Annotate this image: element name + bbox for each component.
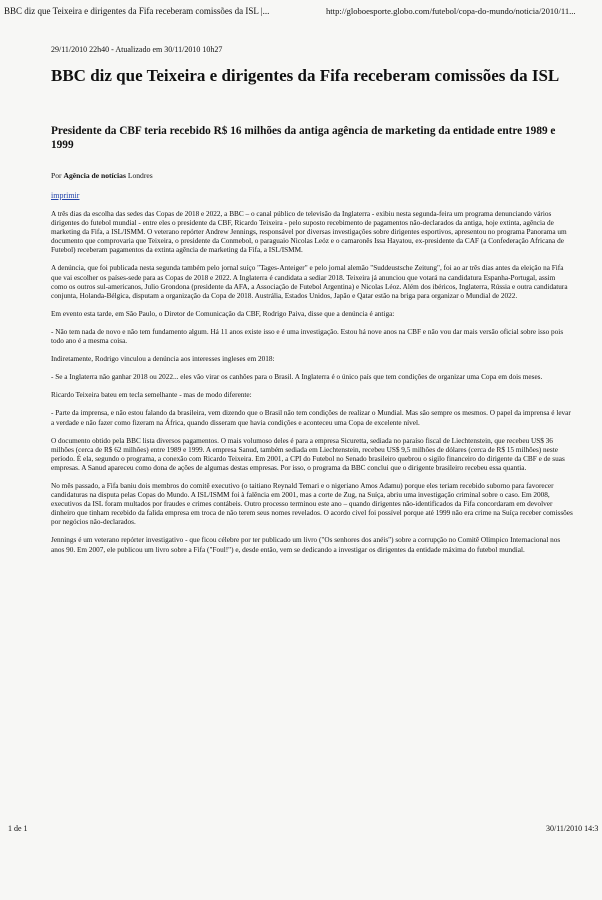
- paragraph: Indiretamente, Rodrigo vinculou a denúncia aos interesses ingleses em 2018:: [51, 355, 275, 364]
- print-link[interactable]: imprimir: [51, 191, 80, 200]
- byline: [51, 171, 153, 180]
- page-count: 1 de 1: [8, 824, 28, 833]
- paragraph: O documento obtido pela BBC lista diversos pagamentos. O mais volumoso deles é para a empresa Sicuretta, sediada no paraíso fiscal de Liechtenstein, que recebeu US$ 36 milhões (cerca de R$ 62 milhões) entre 1989 e 1999. A empresa Sanud, também sediada em Liechtenstein, recebeu US$ 9,5 milhões de dólares (cerca de R$ 15 milhões) neste período. É ela, segundo o programa, a conexão com Ricardo Teixeira. Em 2001, a CPI do Futebol no Senado brasileiro quebrou o sigilo financeiro do dirigente da CBF e de suas empresas. A Sanud apareceu como dona de ações de algumas destas empresas. Por isso, o programa da BBC conclui que o dirigente brasileiro recebeu essa quantia.: [51, 436, 565, 472]
- paragraph: No mês passado, a Fifa baniu dois membros do comitê executivo (o taitiano Reynald Temari e o nigeriano Amos Adamu) porque eles teriam recebido suborno para favorecer candidaturas na disputa pelas Copas do Mundo. A ISL/ISMM foi à falência em 2001, mas a corte de Zug, na Suíça, abriu uma investigação criminal sobre o caso. Em 2008, executivos da ISL foram multados por fraudes e crimes contábeis. Outro processo terminou este ano – quando dirigentes não-identificados da Fifa concordaram em devolver dinheiro que tinham recebido da falida empresa em troca de não terem seus nomes revelados. O acordo civel foi possível porque até 1999 não era crime na Suíça receber comissões por negócios não-declarados.: [51, 481, 573, 527]
- paragraph: Jennings é um veterano repórter investigativo - que ficou célebre por ter publicado um livro ("Os senhores dos anéis") sobre a corrupção no Comitê Olímpico Internacional nos anos 90. Em 2007, ele publicou um livro sobre a Fifa ("Foul!") e, desde então, vem se dedicando a investigar os dirigentes da entidade máxima do futebol mundial.: [51, 536, 561, 554]
- article-title: BBC diz que Teixeira e dirigentes da Fifa receberam comissões da ISL: [51, 66, 560, 85]
- print-header-url: http://globoesporte.globo.com/futebol/copa-do-mundo/noticia/2010/11...: [326, 6, 576, 16]
- print-datetime: 30/11/2010 14:3: [546, 824, 599, 833]
- paragraph: Ricardo Teixeira bateu em tecla semelhante - mas de modo diferente:: [51, 391, 252, 400]
- paragraph: Em evento esta tarde, em São Paulo, o Diretor de Comunicação da CBF, Rodrigo Paiva, disse que a denúncia é antiga:: [51, 309, 395, 318]
- article-subtitle: Presidente da CBF teria recebido R$ 16 milhões da antiga agência de marketing da entidade entre 1989 e 1999: [51, 125, 556, 151]
- byline-location: Londres: [127, 171, 153, 180]
- print-header: [4, 6, 600, 20]
- paragraph: - Parte da imprensa, e não estou falando da brasileira, vem dizendo que o Brasil não tem condições de realizar o Mundial. Mas são sempre os mesmos. O papel da imprensa é levar a verdade e não fazer como fizeram na África, quando disseram que havia condições e aconteceu uma Copa de excelente nível.: [51, 409, 571, 427]
- paragraph: A três dias da escolha das sedes das Copas de 2018 e 2022, a BBC – o canal público de televisão da Inglaterra - exibiu nesta segunda-feira um programa denunciando vários dirigentes do futebol mundial - entre eles o presidente da CBF, Ricardo Teixeira - pelo suposto recebimento de pagamentos não-declarados da antiga, hoje extinta, agência de marketing da Fifa, a ISL/ISMM. O veterano repórter Andrew Jennings, responsável por diversas investigações sobre dirigentes esportivos, apresentou no programa Panorama um documento que comprovaria que Teixeira, o presidente da Conmebol, o paraguaio Nicolas Leóz e o camaronês Issa Hayatou, ex-presidente da CAF (a Confederação Africana de Futebol) receberam pagamentos da extinta agência de marketing da Fifa, a ISL/ISMM.: [51, 210, 567, 255]
- paragraph: - Se a Inglaterra não ganhar 2018 ou 2022... eles vão virar os canhões para o Brasil. A Inglaterra é o único país que tem condições de organizar uma Copa em dois meses.: [51, 373, 543, 382]
- article-body: [51, 210, 573, 564]
- byline-prefix: Por: [51, 171, 62, 180]
- byline-agency: Agência de notícias: [63, 171, 126, 180]
- paragraph: - Não tem nada de novo e não tem fundamento algum. Há 11 anos existe isso e é uma investigação. Estou há nove anos na CBF e não vou dar mais versão oficial sobre isso pois todo ano é a mesma coisa.: [51, 327, 564, 346]
- paragraph: A denúncia, que foi publicada nesta segunda também pelo jornal suíço "Tages-Anteiger" e pelo jornal alemão "Suddeustsche Zeitung", foi ao ar três dias antes da eleição na Fifa que vai escolher os países-sede para as Copas de 2018 e 2022. A Inglaterra é candidata a sediar 2018. Teixeira já anunciou que votará na candidatura Espanha-Portugal, assim como os outros sul-americanos, Julio Grondona (presidente da AFA, a Associação de Futebol Argentina) e Nicolas Léoz. Além dos ibéricos, Inglaterra, Rússia e outra candidatura conjunta, Holanda-Bélgica, disputam a organização da Copa de 2018. Austrália, Estados Unidos, Japão e Qatar estão na briga para organizar o Mundial de 2022.: [51, 264, 568, 300]
- print-header-title: BBC diz que Teixeira e dirigentes da Fifa receberam comissões da ISL |...: [4, 6, 270, 16]
- article-timestamp: 29/11/2010 22h40 - Atualizado em 30/11/2010 10h27: [51, 45, 223, 54]
